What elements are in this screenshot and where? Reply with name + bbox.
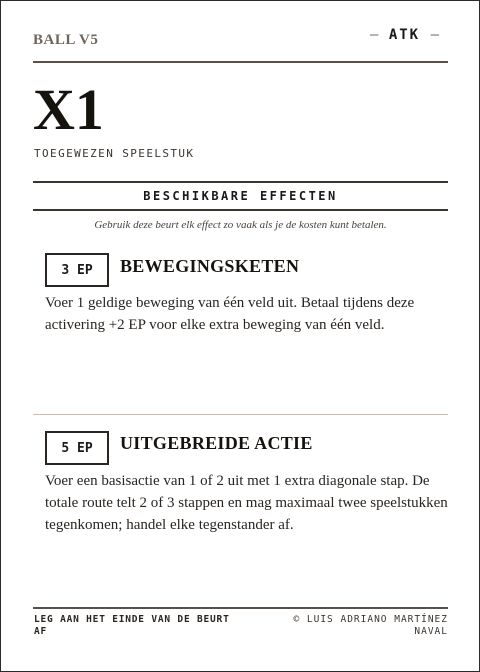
usage-hint: Gebruik deze beurt elk effect zo vaak als je de kosten kunt betalen. bbox=[94, 219, 387, 231]
effect-description: Voer 1 geldige beweging van één veld uit. Betaal tijdens deze activering +2 EP voor elke extra beweging van één veld. bbox=[45, 295, 415, 333]
section-title: BESCHIKBARE EFFECTEN bbox=[143, 189, 338, 203]
effect-cost-badge: 3 EP bbox=[45, 253, 109, 287]
section-header bbox=[33, 181, 448, 211]
deck-label: BALL V5 bbox=[33, 32, 99, 48]
discard-instruction: LEG AAN HET EINDE VAN DE BEURT AF bbox=[34, 614, 230, 637]
piece-id: X1 bbox=[33, 77, 104, 142]
effect-divider bbox=[33, 414, 448, 415]
effect-cost-badge: 5 EP bbox=[45, 431, 109, 465]
piece-caption: TOEGEWEZEN SPEELSTUK bbox=[34, 147, 195, 160]
footer-divider bbox=[33, 607, 448, 609]
role-dash-right: — bbox=[430, 27, 439, 43]
role-text: ATK bbox=[388, 27, 421, 43]
effect-title: UITGEBREIDE ACTIE bbox=[120, 433, 313, 453]
role-label bbox=[370, 27, 439, 43]
effect-description: Voer een basisactie van 1 of 2 uit met 1 extra diagonale stap. De totale route telt 2 of 3 stappen en mag maximaal twee speelstukken tegenkomen; handel elke tegenstander af. bbox=[45, 473, 448, 533]
role-dash-left: — bbox=[369, 27, 379, 43]
effect-title: BEWEGINGSKETEN bbox=[120, 256, 300, 276]
credit: © LUIS ADRIANO MARTÍNEZ NAVAL bbox=[293, 614, 448, 637]
header-divider bbox=[33, 61, 448, 63]
